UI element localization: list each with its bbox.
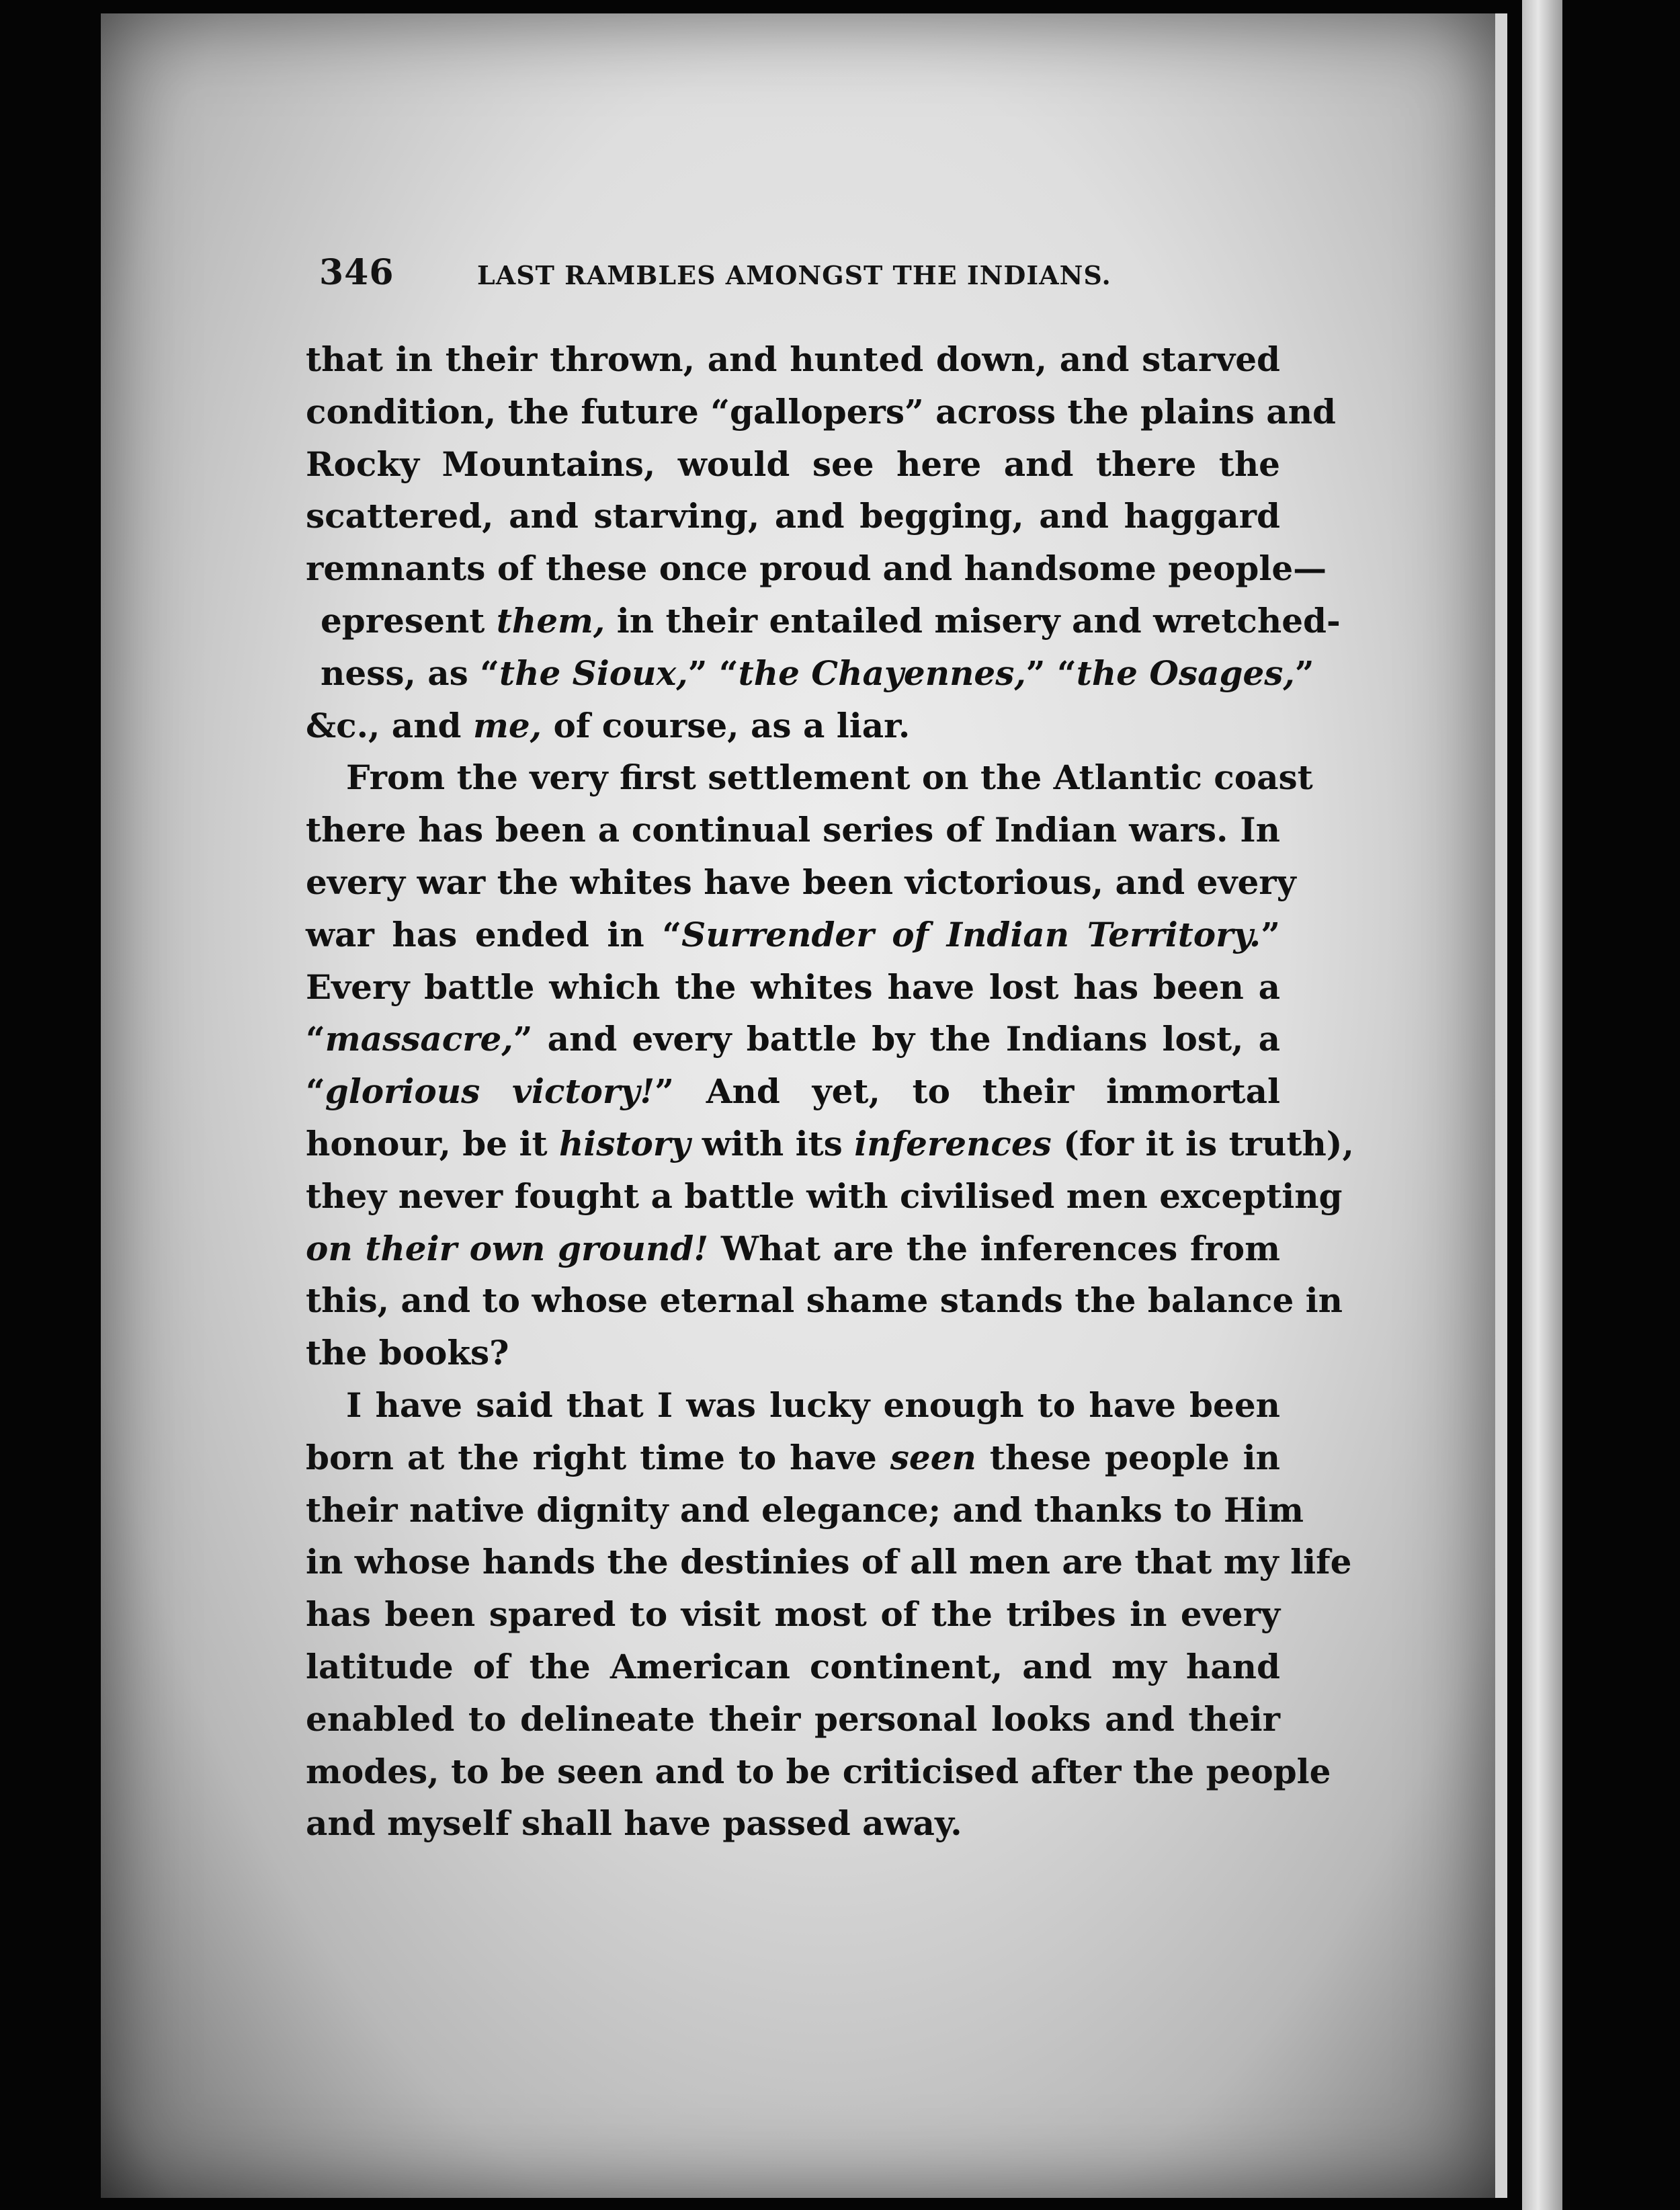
italic-text-segment: glorious victory! (325, 1071, 655, 1112)
text-segment: ness, as “ (321, 653, 499, 693)
text-segment: ” (1294, 653, 1314, 693)
text-line (306, 1170, 1343, 1223)
text-segment: latitude of the American continent, and my hand (306, 1646, 1280, 1686)
text-line (306, 1588, 1280, 1641)
italic-text-segment: the Chayennes, (738, 653, 1026, 693)
text-segment: of course, as a liar. (542, 705, 911, 745)
text-line (306, 1065, 1280, 1118)
text-segment: honour, be it (306, 1123, 559, 1163)
text-line (306, 1746, 1331, 1798)
text-segment: in whose hands the destinies of all men are that my life (306, 1542, 1352, 1582)
text-line (306, 1118, 1354, 1170)
text-line (306, 700, 1280, 752)
italic-text-segment: me, (472, 705, 542, 745)
text-segment: that in their thrown, and hunted down, and starved (306, 339, 1280, 379)
text-line (306, 1797, 1280, 1850)
text-segment: epresent (321, 600, 497, 641)
text-segment: enabled to delineate their personal looks and their (306, 1699, 1280, 1739)
text-segment: From the very first settlement on the Atlantic coast (346, 758, 1313, 798)
body-text (306, 333, 1354, 1850)
text-segment: (for it is truth), (1051, 1123, 1354, 1163)
text-line (306, 909, 1280, 961)
text-line (306, 1641, 1280, 1693)
text-segment: condition, the future “gallopers” across the plains and (306, 391, 1337, 432)
text-segment: born at the right time to have (306, 1437, 890, 1477)
text-line (306, 1327, 1280, 1379)
italic-text-segment: Surrender of Indian Territory. (681, 914, 1261, 954)
text-segment: and myself shall have passed away. (306, 1803, 962, 1844)
text-line (306, 1274, 1343, 1327)
text-segment: ” “ (1025, 653, 1077, 693)
italic-text-segment: the Sioux, (499, 653, 688, 693)
text-segment: Rocky Mountains, would see here and there the (306, 444, 1280, 484)
text-segment: ” “ (687, 653, 739, 693)
text-segment: ” and every battle by the Indians lost, a (513, 1019, 1280, 1059)
text-segment: this, and to whose eternal shame stands the balance in (306, 1280, 1343, 1321)
text-segment: has been spared to visit most of the tribes in every (306, 1594, 1280, 1635)
text-line (306, 542, 1327, 595)
text-line (306, 490, 1280, 542)
text-segment: there has been a continual series of Indian wars. In (306, 810, 1280, 850)
text-segment: I have said that I was lucky enough to have been (346, 1385, 1280, 1425)
italic-text-segment: inferences (854, 1123, 1052, 1163)
page-number: 346 (319, 252, 394, 293)
text-line (306, 333, 1280, 386)
text-line (306, 961, 1280, 1014)
text-segment: with its (690, 1123, 855, 1163)
text-segment: ” And yet, to their immortal (655, 1071, 1281, 1112)
text-segment: &c., and (306, 705, 473, 745)
text-segment: in their entailed misery and wretched- (605, 600, 1341, 641)
text-line (306, 1013, 1280, 1065)
text-segment: “ (306, 1071, 325, 1112)
italic-text-segment: seen (890, 1437, 976, 1477)
text-segment: remnants of these once proud and handsome people— (306, 548, 1327, 589)
text-segment: What are the inferences from (708, 1228, 1280, 1268)
text-segment: “ (306, 1019, 325, 1059)
text-segment: Every battle which the whites have lost has been a (306, 967, 1280, 1007)
text-segment: ” (1261, 914, 1280, 954)
text-line (306, 1432, 1280, 1484)
text-line (306, 1484, 1304, 1537)
adjacent-page-edge (1522, 0, 1562, 2210)
text-line (306, 438, 1280, 491)
italic-text-segment: massacre, (325, 1019, 513, 1059)
text-line (306, 751, 1313, 804)
text-segment: their native dignity and elegance; and thanks to Him (306, 1489, 1304, 1530)
text-segment: war has ended in “ (306, 914, 682, 954)
text-line (306, 1379, 1280, 1432)
running-title: LAST RAMBLES AMONGST THE INDIANS. (477, 260, 1111, 290)
text-line (306, 1536, 1352, 1588)
text-segment: these people in (976, 1437, 1280, 1477)
italic-text-segment: history (558, 1123, 691, 1163)
text-line (306, 647, 1314, 700)
text-segment: they never fought a battle with civilised men excepting (306, 1176, 1343, 1216)
text-line (306, 1693, 1280, 1746)
text-segment: the books? (306, 1333, 509, 1373)
italic-text-segment: the Osages, (1076, 653, 1295, 693)
text-line (306, 804, 1280, 856)
running-head (319, 252, 1287, 306)
text-line (306, 386, 1337, 438)
italic-text-segment: them, (496, 600, 605, 641)
text-line (306, 595, 1341, 647)
italic-text-segment: on their own ground! (306, 1228, 709, 1268)
text-segment: modes, to be seen and to be criticised after the people (306, 1751, 1331, 1791)
text-line (306, 1223, 1280, 1275)
text-segment: every war the whites have been victorious, and every (306, 862, 1296, 902)
text-line (306, 856, 1296, 909)
text-segment: scattered, and starving, and begging, and haggard (306, 496, 1280, 536)
